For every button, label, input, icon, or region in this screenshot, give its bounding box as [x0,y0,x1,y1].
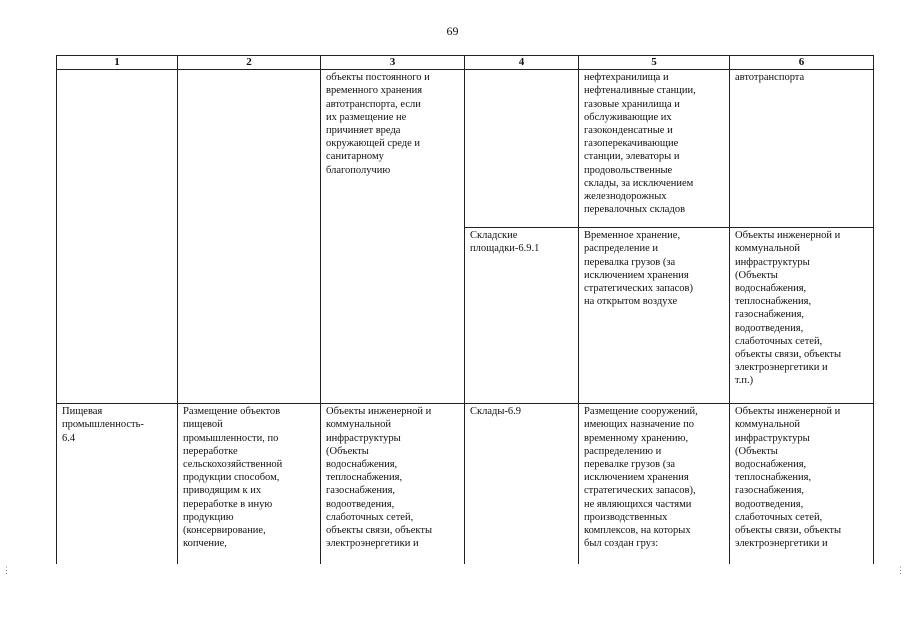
table-cell: Объекты инженерной и коммунальной инфраструктуры (Объекты водоснабжения, теплоснабжения, газоснабжения, водоотведения, слаботочных сетей, объекты связи, объекты электроэнергетики и т.п.) [730,228,874,404]
table-header-row [57,56,874,70]
column-header: 5 [579,56,730,70]
table-cell: нефтехранилища и нефтеналивные станции, газовые хранилища и обслуживающие их газоконденсатные и газоперекачивающие станции, элеваторы и продовольственные склады, за исключением железнодорожных перевалочных складов [579,70,730,228]
table-cell: Складские площадки-6.9.1 [465,228,579,404]
column-header: 4 [465,56,579,70]
column-header: 3 [321,56,465,70]
table-cell: Размещение объектов пищевой промышленности, по переработке сельскохозяйственной продукции способом, приводящим к их переработке в иную продукцию (консервирование, копчение, [178,404,321,565]
table-cell: Объекты инженерной и коммунальной инфраструктуры (Объекты водоснабжения, теплоснабжения, газоснабжения, водоотведения, слаботочных сетей, объекты связи, объекты электроэнергетики и [321,404,465,565]
table-row [57,404,874,565]
table-row [57,70,874,228]
table-cell: объекты постоянного и временного хранения автотранспорта, если их размещение не причиняет вреда окружающей среде и санитарному благополучию [321,70,465,404]
table-cell [57,70,178,404]
table-cell: Склады-6.9 [465,404,579,565]
scan-edge-mark: ⋮ [896,565,905,575]
table-cell: Временное хранение, распределение и перевалка грузов (за исключением хранения стратегических запасов) на открытом воздухе [579,228,730,404]
table-cell: автотранспорта [730,70,874,228]
table-cell [178,70,321,404]
page-number: 69 [446,24,459,38]
table-cell: Объекты инженерной и коммунальной инфраструктуры (Объекты водоснабжения, теплоснабжения, газоснабжения, водоотведения, слаботочных сетей, объекты связи, объекты электроэнергетики и [730,404,874,565]
column-header: 1 [57,56,178,70]
zoning-table [56,55,874,564]
table-cell [465,70,579,228]
table-cell: Размещение сооружений, имеющих назначение по временному хранению, распределению и перевалке грузов (за исключением хранения стратегических запасов), не являющихся частями производственных комплексов, на которых был создан груз: [579,404,730,565]
column-header: 6 [730,56,874,70]
scan-edge-mark: ⋮ [2,565,11,575]
table-cell: Пищевая промышленность- 6.4 [57,404,178,565]
column-header: 2 [178,56,321,70]
